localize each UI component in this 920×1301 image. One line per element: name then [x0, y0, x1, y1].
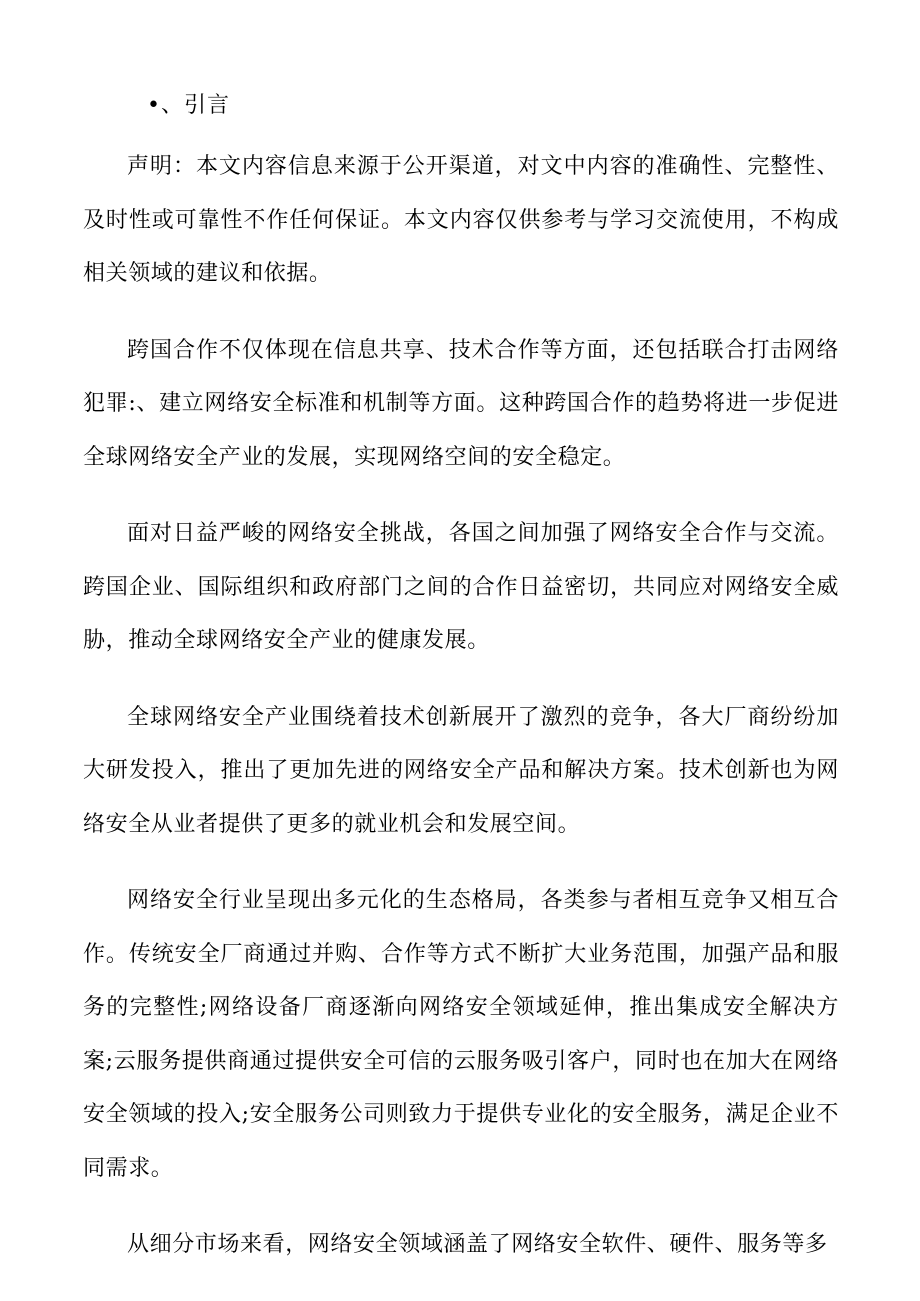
document-body: [83, 140, 839, 1295]
paragraph: 全球网络安全产业围绕着技术创新展开了激烈的竞争，各大厂商纷纷加大研发投入，推出了更加先进的网络安全产品和解决方案。技术创新也为网络安全从业者提供了更多的就业机会和发展空间。: [83, 704, 839, 837]
section-heading: •、引言: [147, 93, 230, 118]
paragraph: 跨国合作不仅体现在信息共享、技术合作等方面，还包括联合打击网络犯罪:、建立网络安全标准和机制等方面。这种跨国合作的趋势将进一步促进全球网络安全产业的发展，实现网络空间的安全稳定。: [83, 337, 839, 470]
paragraph-disclaimer: 声明：本文内容信息来源于公开渠道，对文中内容的准确性、完整性、及时性或可靠性不作任何保证。本文内容仅供参考与学习交流使用，不构成相关领域的建议和依据。: [83, 154, 839, 286]
paragraph: 从细分市场来看，网络安全领域涵盖了网络安全软件、硬件、服务等多: [127, 1232, 828, 1257]
paragraph: 面对日益严峻的网络安全挑战，各国之间加强了网络安全合作与交流。跨国企业、国际组织和政府部门之间的合作日益密切，共同应对网络安全威胁，推动全球网络安全产业的健康发展。: [83, 521, 839, 653]
paragraph: 网络安全行业呈现出多元化的生态格局，各类参与者相互竞争又相互合作。传统安全厂商通过并购、合作等方式不断扩大业务范围，加强产品和服务的完整性;网络设备厂商逐渐向网络安全领域延伸，推出集成安全解决方案;云服务提供商通过提供安全可信的云服务吸引客户，同时也在加大在网络安全领域的投入;安全服务公司则致力于提供专业化的安全服务，满足企业不同需求。: [83, 888, 839, 1181]
